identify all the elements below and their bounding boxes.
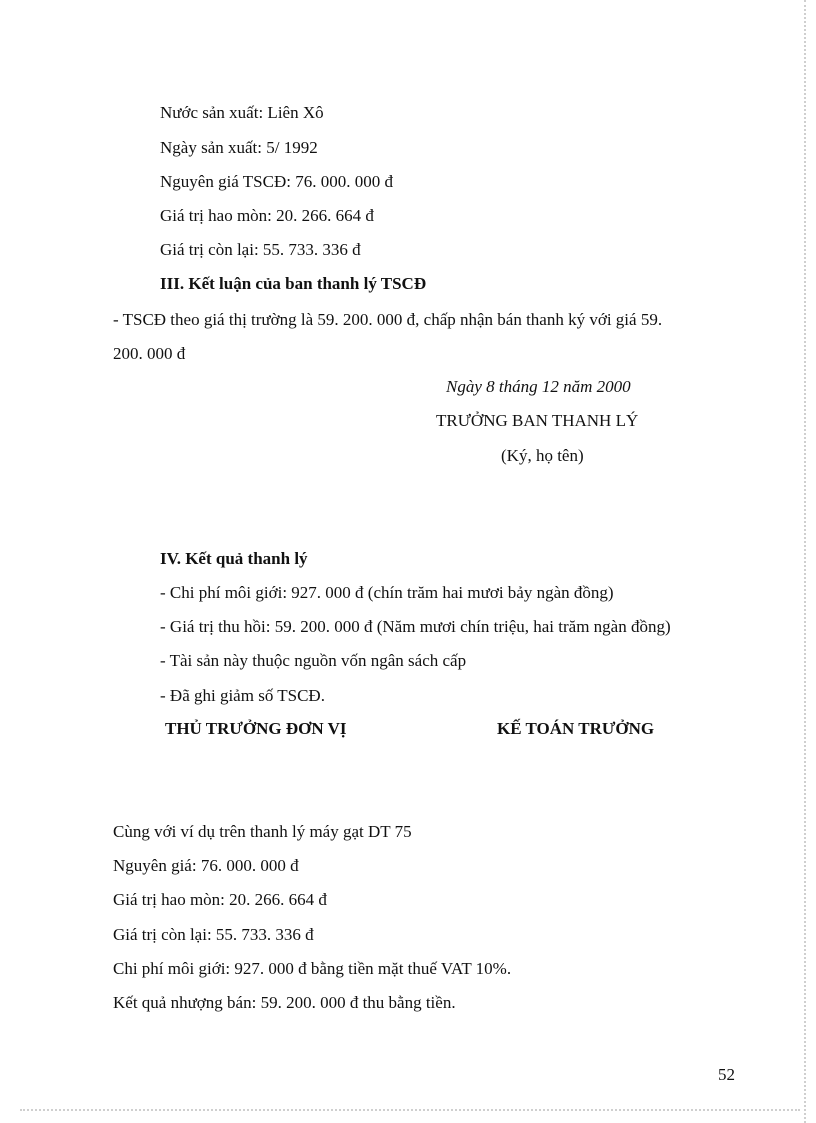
manufacture-date: Ngày sản xuất: 5/ 1992 (160, 138, 318, 157)
page-edge-right (802, 0, 806, 1123)
section-3-heading: III. Kết luận của ban thanh lý TSCĐ (160, 274, 427, 293)
remaining-value: Giá trị còn lại: 55. 733. 336 đ (160, 240, 361, 259)
example-line: Giá trị còn lại: 55. 733. 336 đ (113, 925, 314, 944)
signer-left: THỦ TRƯỞNG ĐƠN VỊ (165, 719, 347, 738)
example-line: Kết quả nhượng bán: 59. 200. 000 đ thu bằng tiền. (113, 993, 456, 1012)
sign-date: Ngày 8 tháng 12 năm 2000 (446, 377, 631, 396)
page-number: 52 (718, 1065, 735, 1084)
manufacture-country: Nước sản xuất: Liên Xô (160, 103, 324, 122)
result-item: - Đã ghi giảm số TSCĐ. (160, 686, 325, 705)
depreciation-value: Giá trị hao mòn: 20. 266. 664 đ (160, 206, 374, 225)
result-item: - Giá trị thu hồi: 59. 200. 000 đ (Năm mươi chín triệu, hai trăm ngàn đồng) (160, 617, 671, 636)
example-line: Chi phí môi giới: 927. 000 đ bằng tiền mặt thuế VAT 10%. (113, 959, 512, 978)
sign-title: TRƯỞNG BAN THANH LÝ (436, 411, 639, 430)
section-4-heading: IV. Kết quả thanh lý (160, 549, 308, 568)
original-price: Nguyên giá TSCĐ: 76. 000. 000 đ (160, 172, 393, 191)
result-item: - Chi phí môi giới: 927. 000 đ (chín trăm hai mươi bảy ngàn đồng) (160, 583, 614, 602)
example-line: Nguyên giá: 76. 000. 000 đ (113, 856, 299, 875)
signer-right: KẾ TOÁN TRƯỞNG (497, 719, 655, 738)
conclusion-line-1: - TSCĐ theo giá thị trường là 59. 200. 000 đ, chấp nhận bán thanh ký với giá 59. (113, 310, 663, 329)
page-edge-bottom (20, 1107, 800, 1111)
sign-note: (Ký, họ tên) (501, 446, 584, 465)
conclusion-line-2: 200. 000 đ (113, 344, 186, 363)
result-item: - Tài sản này thuộc nguồn vốn ngân sách cấp (160, 651, 467, 670)
example-line: Cùng với ví dụ trên thanh lý máy gạt DT 75 (113, 822, 412, 841)
example-line: Giá trị hao mòn: 20. 266. 664 đ (113, 890, 327, 909)
